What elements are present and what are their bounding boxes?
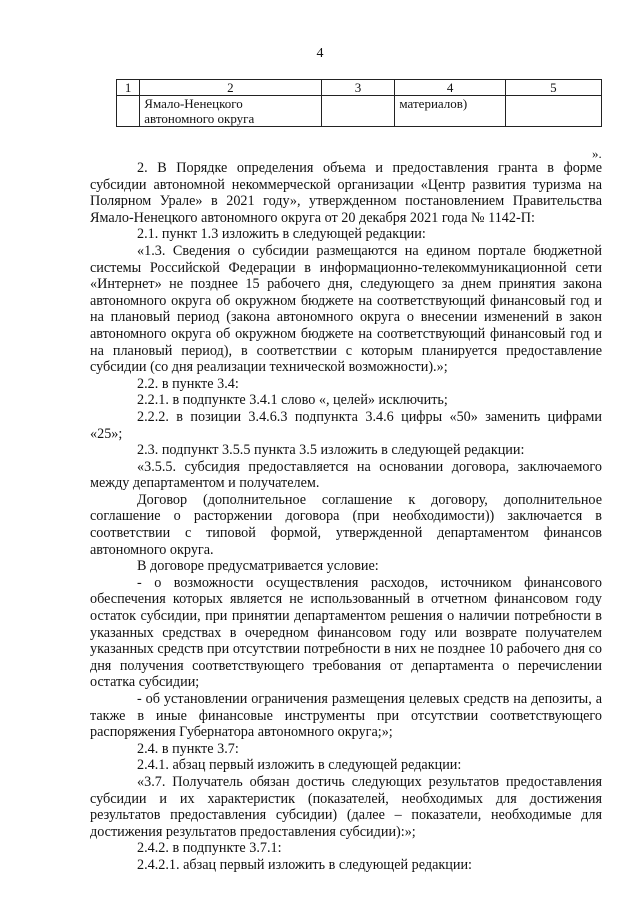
paragraph: 2.1. пункт 1.3 изложить в следующей редакции:	[137, 226, 426, 243]
table-header-cell: 5	[505, 80, 601, 96]
table-header-row	[117, 80, 602, 96]
page-number: 4	[316, 46, 324, 61]
paragraph: Договор (дополнительное соглашение к договору, дополнительное соглашение о расторжении договора (при необходимости)) заключается в соответствии с типовой формой, утвержденной департаментом финансов автономного округа.	[90, 491, 602, 558]
table-cell	[505, 96, 601, 127]
paragraph: 2.3. подпункт 3.5.5 пункта 3.5 изложить в следующей редакции:	[137, 442, 525, 459]
paragraph: «3.7. Получатель обязан достичь следующих результатов предоставления субсидии и их характеристик (показателей, необходимых для достижения результатов предоставления субсидии) (далее – показатели, необходимые для достижения результатов предоставления субсидии):»;	[90, 773, 602, 840]
table-cell-line: автономного округа	[144, 111, 255, 126]
paragraph: 2.4.1. абзац первый изложить в следующей редакции:	[137, 757, 462, 774]
table-cell	[321, 96, 395, 127]
paragraph: - о возможности осуществления расходов, источником финансового обеспечения которых является не использованный в отчетном финансовом году остаток субсидии, при принятии департаментом решения о наличии потребности в указанных средствах в очередном финансовом году или возврате получателем указанных средств при отсутствии потребности в них не позднее 10 рабочего дня со дня получения соответствующего требования от департамента о перечислении остатка субсидии;	[90, 574, 602, 691]
table-header-cell: 4	[395, 80, 505, 96]
paragraph: «1.3. Сведения о субсидии размещаются на едином портале бюджетной системы Российской Федерации в информационно-телекоммуникационной сети «Интернет» не позднее 15 рабочего дня, следующего за днем принятия закона автономного округа об окружном бюджете на соответствующий финансовый год и на плановый период (закона автономного округа о внесении изменений в закон автономного округа об окружном бюджете на соответствующий финансовый год и на плановый период), в соответствии с которым планируется предоставление субсидии (со дня реализации технической возможности).»;	[90, 242, 602, 376]
paragraph: 2.4.2. в подпункте 3.7.1:	[137, 840, 282, 857]
table-header-cell: 3	[321, 80, 395, 96]
paragraph: «3.5.5. субсидия предоставляется на основании договора, заключаемого между департаментом и получателем.	[90, 458, 602, 492]
paragraph: - об установлении ограничения размещения целевых средств на депозиты, а также в иные финансовые инструменты при отсутствии соответствующего распоряжения Губернатора автономного округа;»;	[90, 691, 602, 741]
paragraph: 2.4.2.1. абзац первый изложить в следующей редакции:	[137, 856, 472, 873]
paragraph: 2.2. в пункте 3.4:	[137, 375, 239, 392]
table-cell	[140, 96, 321, 127]
table-row	[117, 96, 602, 127]
closing-quote: ».	[592, 146, 602, 161]
table-header-cell: 1	[117, 80, 140, 96]
paragraph: 2.2.2. в позиции 3.4.6.3 подпункта 3.4.6 цифры «50» заменить цифрами «25»;	[90, 408, 602, 442]
paragraph: В договоре предусматривается условие:	[137, 558, 379, 575]
paragraph: 2.4. в пункте 3.7:	[137, 740, 239, 757]
paragraph: 2. В Порядке определения объема и предоставления гранта в форме субсидии автономной некоммерческой организации «Центр развития туризма на Полярном Урале» в 2021 году», утвержденном постановлением Правительства Ямало-Ненецкого автономного округа от 20 декабря 2021 года № 1142-П:	[90, 160, 602, 226]
document-body	[90, 160, 602, 874]
table-cell: материалов)	[395, 96, 505, 127]
table-cell	[117, 96, 140, 127]
paragraph: 2.2.1. в подпункте 3.4.1 слово «, целей» исключить;	[137, 392, 448, 409]
table-header-cell: 2	[140, 80, 321, 96]
table-cell-line: Ямало-Ненецкого	[144, 96, 243, 111]
continued-table	[116, 79, 602, 127]
